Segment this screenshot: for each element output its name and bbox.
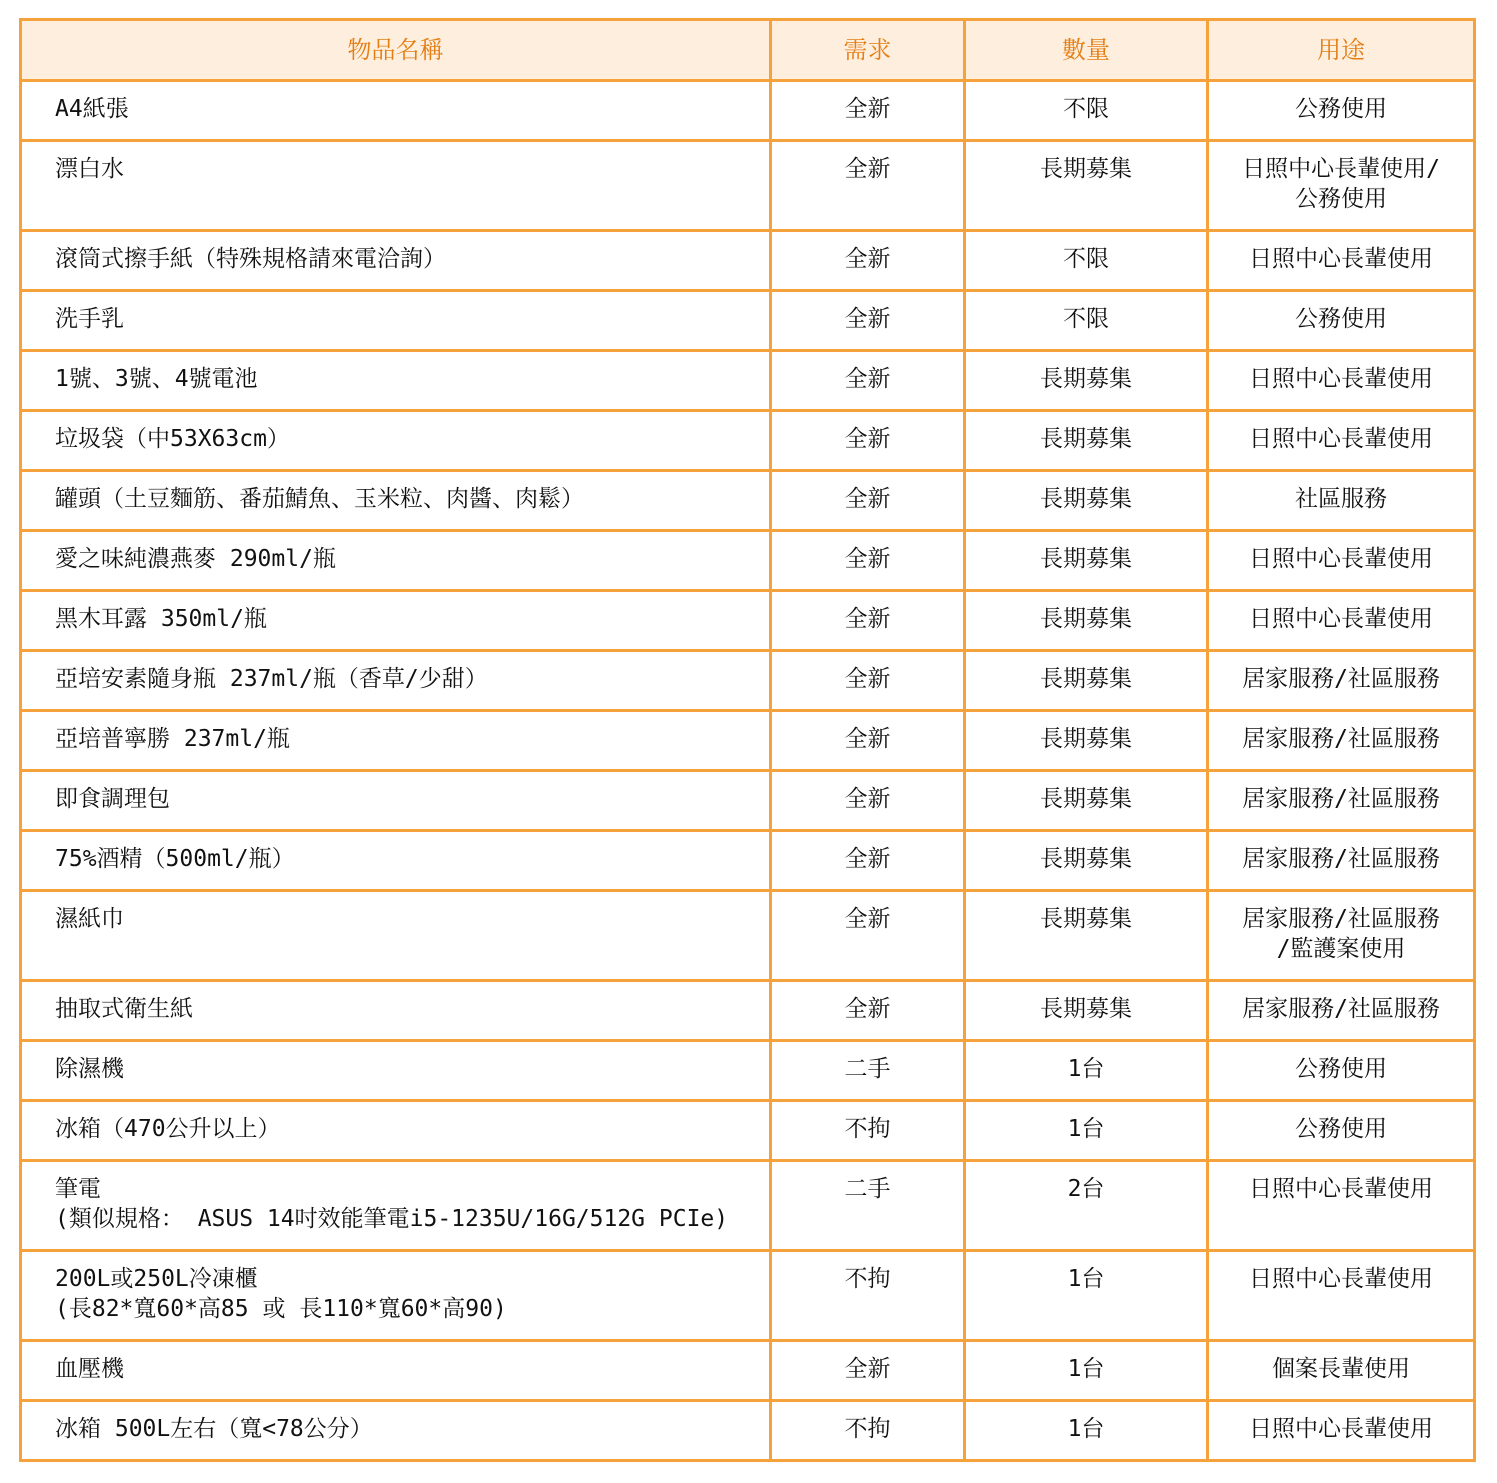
usage-cell bbox=[1208, 591, 1475, 651]
usage-text: 居家服務/社區服務 bbox=[1242, 906, 1440, 932]
item-name-text: 洗手乳 bbox=[55, 306, 124, 332]
usage-text: 公務使用 bbox=[1295, 306, 1387, 332]
quantity-cell: 長期募集 bbox=[965, 891, 1208, 981]
need-cell: 全新 bbox=[771, 291, 965, 351]
usage-cell bbox=[1208, 1101, 1475, 1161]
item-name-text: 滾筒式擦手紙（特殊規格請來電洽詢） bbox=[55, 246, 446, 272]
header-need: 需求 bbox=[771, 20, 965, 81]
table-row bbox=[21, 981, 1475, 1041]
usage-text: 個案長輩使用 bbox=[1272, 1356, 1410, 1382]
header-quantity: 數量 bbox=[965, 20, 1208, 81]
quantity-cell: 不限 bbox=[965, 291, 1208, 351]
quantity-cell: 長期募集 bbox=[965, 711, 1208, 771]
usage-text: 社區服務 bbox=[1295, 486, 1387, 512]
item-name-cell bbox=[21, 1101, 771, 1161]
item-name-text: 漂白水 bbox=[55, 156, 124, 182]
usage-cell bbox=[1208, 351, 1475, 411]
item-name-text: (長82*寬60*高85 或 長110*寬60*高90) bbox=[55, 1296, 507, 1322]
quantity-cell: 1台 bbox=[965, 1401, 1208, 1461]
usage-text: 居家服務/社區服務 bbox=[1242, 726, 1440, 752]
table-row bbox=[21, 1401, 1475, 1461]
header-usage: 用途 bbox=[1208, 20, 1475, 81]
item-name-text: 亞培安素隨身瓶 237ml/瓶（香草/少甜） bbox=[55, 666, 488, 692]
table-body bbox=[21, 81, 1475, 1461]
item-name-cell bbox=[21, 1401, 771, 1461]
need-cell: 全新 bbox=[771, 1341, 965, 1401]
quantity-cell: 長期募集 bbox=[965, 771, 1208, 831]
item-name-cell bbox=[21, 771, 771, 831]
item-name-text: 罐頭（土豆麵筋、番茄鯖魚、玉米粒、肉醬、肉鬆） bbox=[55, 486, 584, 512]
item-name-cell bbox=[21, 141, 771, 231]
usage-cell bbox=[1208, 831, 1475, 891]
table-row bbox=[21, 651, 1475, 711]
usage-text: 日照中心長輩使用 bbox=[1249, 606, 1433, 632]
item-name-cell bbox=[21, 291, 771, 351]
table-header bbox=[21, 20, 1475, 81]
item-name-cell bbox=[21, 591, 771, 651]
table-row bbox=[21, 831, 1475, 891]
item-name-text: 抽取式衛生紙 bbox=[55, 996, 193, 1022]
table-row bbox=[21, 1101, 1475, 1161]
item-name-cell bbox=[21, 1161, 771, 1251]
usage-cell bbox=[1208, 981, 1475, 1041]
table-row bbox=[21, 891, 1475, 981]
quantity-cell: 1台 bbox=[965, 1041, 1208, 1101]
usage-text: 日照中心長輩使用 bbox=[1249, 1416, 1433, 1442]
item-name-cell bbox=[21, 1341, 771, 1401]
need-cell: 全新 bbox=[771, 981, 965, 1041]
quantity-cell: 1台 bbox=[965, 1251, 1208, 1341]
table-row bbox=[21, 1251, 1475, 1341]
quantity-cell: 長期募集 bbox=[965, 651, 1208, 711]
need-cell: 全新 bbox=[771, 141, 965, 231]
usage-cell bbox=[1208, 531, 1475, 591]
item-name-text: 濕紙巾 bbox=[55, 906, 124, 932]
usage-cell bbox=[1208, 1161, 1475, 1251]
item-name-cell bbox=[21, 411, 771, 471]
item-name-cell bbox=[21, 531, 771, 591]
need-cell: 二手 bbox=[771, 1161, 965, 1251]
need-cell: 全新 bbox=[771, 411, 965, 471]
usage-text: 日照中心長輩使用 bbox=[1249, 366, 1433, 392]
quantity-cell: 不限 bbox=[965, 81, 1208, 141]
table-row bbox=[21, 81, 1475, 141]
need-cell: 全新 bbox=[771, 531, 965, 591]
table-row bbox=[21, 1341, 1475, 1401]
need-cell: 全新 bbox=[771, 231, 965, 291]
need-cell: 不拘 bbox=[771, 1101, 965, 1161]
need-cell: 全新 bbox=[771, 711, 965, 771]
quantity-cell: 長期募集 bbox=[965, 411, 1208, 471]
usage-text: 公務使用 bbox=[1295, 1116, 1387, 1142]
usage-text: 公務使用 bbox=[1295, 96, 1387, 122]
item-name-cell bbox=[21, 831, 771, 891]
item-name-cell bbox=[21, 1041, 771, 1101]
usage-text: 日照中心長輩使用 bbox=[1249, 426, 1433, 452]
item-name-cell bbox=[21, 81, 771, 141]
need-cell: 二手 bbox=[771, 1041, 965, 1101]
usage-text: 日照中心長輩使用/ bbox=[1242, 156, 1440, 182]
usage-cell bbox=[1208, 1041, 1475, 1101]
need-cell: 不拘 bbox=[771, 1401, 965, 1461]
usage-cell bbox=[1208, 231, 1475, 291]
usage-cell bbox=[1208, 771, 1475, 831]
usage-text: 公務使用 bbox=[1295, 186, 1387, 212]
usage-text: 日照中心長輩使用 bbox=[1249, 546, 1433, 572]
table-row bbox=[21, 711, 1475, 771]
quantity-cell: 長期募集 bbox=[965, 471, 1208, 531]
need-cell: 全新 bbox=[771, 891, 965, 981]
donation-items-table bbox=[19, 18, 1476, 1462]
item-name-text: 黑木耳露 350ml/瓶 bbox=[55, 606, 267, 632]
usage-text: 日照中心長輩使用 bbox=[1249, 1266, 1433, 1292]
item-name-text: 除濕機 bbox=[55, 1056, 124, 1082]
table-row bbox=[21, 531, 1475, 591]
usage-text: 居家服務/社區服務 bbox=[1242, 846, 1440, 872]
table-row bbox=[21, 771, 1475, 831]
item-name-text: 血壓機 bbox=[55, 1356, 124, 1382]
item-name-text: 冰箱 500L左右（寬<78公分） bbox=[55, 1416, 373, 1442]
quantity-cell: 長期募集 bbox=[965, 531, 1208, 591]
quantity-cell: 2台 bbox=[965, 1161, 1208, 1251]
table-row bbox=[21, 291, 1475, 351]
usage-cell bbox=[1208, 141, 1475, 231]
table-row bbox=[21, 351, 1475, 411]
item-name-cell bbox=[21, 471, 771, 531]
table-row bbox=[21, 141, 1475, 231]
header-item-name: 物品名稱 bbox=[21, 20, 771, 81]
quantity-cell: 1台 bbox=[965, 1101, 1208, 1161]
item-name-cell bbox=[21, 891, 771, 981]
table-row bbox=[21, 1161, 1475, 1251]
usage-text: 日照中心長輩使用 bbox=[1249, 1176, 1433, 1202]
item-name-cell bbox=[21, 351, 771, 411]
table-row bbox=[21, 471, 1475, 531]
usage-text: 日照中心長輩使用 bbox=[1249, 246, 1433, 272]
item-name-cell bbox=[21, 231, 771, 291]
quantity-cell: 長期募集 bbox=[965, 831, 1208, 891]
quantity-cell: 長期募集 bbox=[965, 351, 1208, 411]
usage-cell bbox=[1208, 471, 1475, 531]
item-name-text: 垃圾袋（中53X63cm） bbox=[55, 426, 290, 452]
table-row bbox=[21, 591, 1475, 651]
usage-cell bbox=[1208, 891, 1475, 981]
usage-text: 公務使用 bbox=[1295, 1056, 1387, 1082]
item-name-text: 即食調理包 bbox=[55, 786, 170, 812]
quantity-cell: 長期募集 bbox=[965, 981, 1208, 1041]
item-name-text: 200L或250L冷凍櫃 bbox=[55, 1266, 258, 1292]
quantity-cell: 長期募集 bbox=[965, 591, 1208, 651]
item-name-text: 亞培普寧勝 237ml/瓶 bbox=[55, 726, 290, 752]
need-cell: 全新 bbox=[771, 591, 965, 651]
item-name-cell bbox=[21, 651, 771, 711]
item-name-cell bbox=[21, 1251, 771, 1341]
usage-cell bbox=[1208, 711, 1475, 771]
table-row bbox=[21, 1041, 1475, 1101]
item-name-cell bbox=[21, 981, 771, 1041]
table-row bbox=[21, 411, 1475, 471]
usage-text: 居家服務/社區服務 bbox=[1242, 786, 1440, 812]
need-cell: 全新 bbox=[771, 351, 965, 411]
item-name-text: A4紙張 bbox=[55, 96, 129, 122]
need-cell: 全新 bbox=[771, 831, 965, 891]
need-cell: 全新 bbox=[771, 81, 965, 141]
usage-cell bbox=[1208, 291, 1475, 351]
usage-text: 居家服務/社區服務 bbox=[1242, 666, 1440, 692]
item-name-text: 75%酒精（500ml/瓶） bbox=[55, 846, 295, 872]
item-name-text: 愛之味純濃燕麥 290ml/瓶 bbox=[55, 546, 336, 572]
usage-cell bbox=[1208, 411, 1475, 471]
need-cell: 全新 bbox=[771, 471, 965, 531]
usage-cell bbox=[1208, 1251, 1475, 1341]
usage-cell bbox=[1208, 651, 1475, 711]
item-name-cell bbox=[21, 711, 771, 771]
quantity-cell: 長期募集 bbox=[965, 141, 1208, 231]
quantity-cell: 不限 bbox=[965, 231, 1208, 291]
usage-text: 居家服務/社區服務 bbox=[1242, 996, 1440, 1022]
usage-text: /監護案使用 bbox=[1276, 936, 1406, 962]
need-cell: 全新 bbox=[771, 651, 965, 711]
usage-cell bbox=[1208, 1401, 1475, 1461]
table-row bbox=[21, 231, 1475, 291]
usage-cell bbox=[1208, 81, 1475, 141]
item-name-text: 筆電 bbox=[55, 1176, 101, 1202]
quantity-cell: 1台 bbox=[965, 1341, 1208, 1401]
usage-cell bbox=[1208, 1341, 1475, 1401]
need-cell: 全新 bbox=[771, 771, 965, 831]
need-cell: 不拘 bbox=[771, 1251, 965, 1341]
item-name-text: (類似規格： ASUS 14吋效能筆電i5-1235U/16G/512G PCIe) bbox=[55, 1206, 729, 1232]
item-name-text: 1號、3號、4號電池 bbox=[55, 366, 258, 392]
item-name-text: 冰箱（470公升以上） bbox=[55, 1116, 281, 1142]
